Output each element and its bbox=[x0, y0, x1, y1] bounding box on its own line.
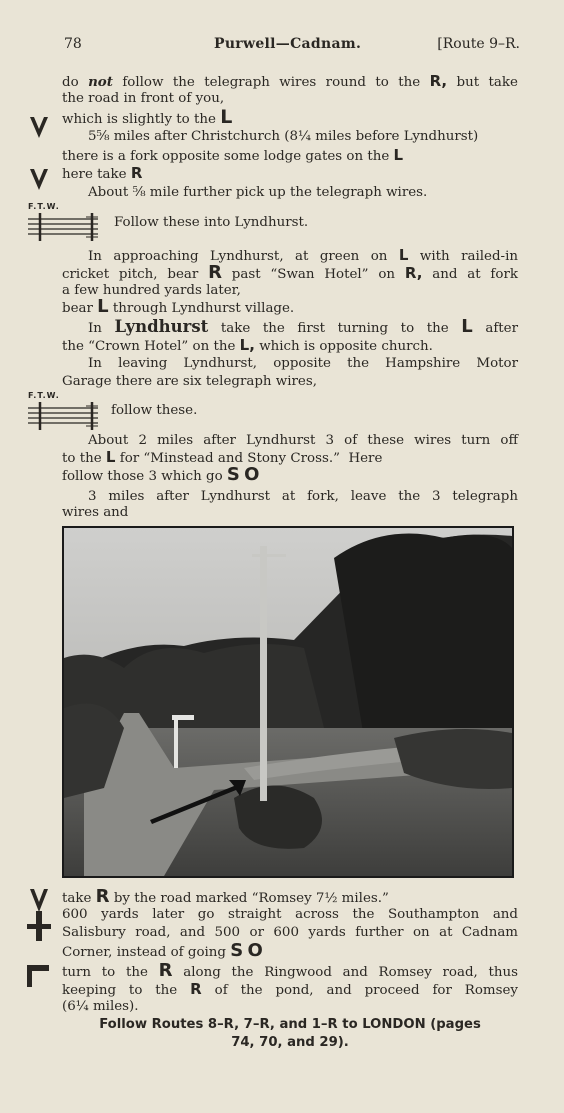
text-line: a few hundred yards later, bbox=[62, 283, 241, 298]
ftw-label: F.T.W. bbox=[28, 391, 60, 400]
route-label: [Route 9–R. bbox=[437, 36, 520, 52]
telegraph-wires-icon bbox=[26, 400, 100, 432]
photo-scene bbox=[64, 528, 512, 876]
text-line: About ⅝ mile further pick up the telegraph wires. bbox=[88, 185, 428, 200]
ftw-label: F.T.W. bbox=[28, 202, 60, 211]
text-line: the road in front of you, bbox=[62, 91, 225, 106]
text-line: Follow these into Lyndhurst. bbox=[114, 215, 309, 230]
crossroads-sign-icon bbox=[26, 910, 52, 942]
text-line: 5⅝ miles after Christchurch (8¼ miles before Lyndhurst) bbox=[88, 129, 479, 144]
text-line: 600 yards later go straight across the Southampton and bbox=[62, 907, 518, 922]
text-line: here take R bbox=[62, 164, 143, 182]
fork-sign-icon bbox=[29, 168, 49, 192]
text-line: to the L for “Minstead and Stony Cross.” Here bbox=[62, 448, 383, 466]
page-header bbox=[64, 36, 520, 56]
text-line: Garage there are six telegraph wires, bbox=[62, 374, 317, 389]
text-line: 3 miles after Lyndhurst at fork, leave the 3 telegraph bbox=[88, 489, 518, 504]
text-line: follow these. bbox=[111, 403, 198, 418]
telegraph-wires-icon bbox=[26, 211, 100, 243]
text-line: Corner, instead of going S O bbox=[62, 940, 263, 961]
final-instruction: 74, 70, and 29). bbox=[231, 1035, 349, 1050]
text-line: In leaving Lyndhurst, opposite the Hampshire Motor bbox=[88, 356, 518, 371]
text-line: there is a fork opposite some lodge gates on the L bbox=[62, 146, 404, 164]
fork-sign-icon bbox=[29, 116, 49, 140]
text-line: cricket pitch, bear R past “Swan Hotel” on R, and at fork bbox=[62, 262, 518, 283]
text-line: the “Crown Hotel” on the L, which is opposite church. bbox=[62, 336, 433, 354]
text-line: About 2 miles after Lyndhurst 3 of these wires turn off bbox=[88, 433, 518, 448]
text-line: follow those 3 which go S O bbox=[62, 464, 260, 485]
text-line: In approaching Lyndhurst, at green on L with railed-in bbox=[88, 246, 518, 264]
text-line: (6¼ miles). bbox=[62, 999, 139, 1014]
text-line: take R by the road marked “Romsey 7½ miles.” bbox=[62, 886, 389, 907]
text-line: wires and bbox=[62, 505, 129, 520]
text-line: do not follow the telegraph wires round to the R, but take bbox=[62, 72, 518, 90]
right-turn-sign-icon bbox=[26, 964, 50, 988]
final-instruction: Follow Routes 8–R, 7–R, and 1–R to LONDON (pages bbox=[99, 1017, 481, 1032]
road-photograph bbox=[62, 526, 514, 878]
page-number: 78 bbox=[64, 36, 82, 52]
text-line: Salisbury road, and 500 or 600 yards further on at Cadnam bbox=[62, 925, 518, 940]
page-title: Purwell—Cadnam. bbox=[214, 36, 362, 52]
text-line: which is slightly to the L bbox=[62, 106, 233, 128]
text-line: turn to the R along the Ringwood and Romsey road, thus bbox=[62, 960, 519, 981]
text-line: keeping to the R of the pond, and proceed for Romsey bbox=[62, 980, 518, 998]
text-line: bear L through Lyndhurst village. bbox=[62, 296, 295, 317]
text-line: In Lyndhurst take the first turning to the L after bbox=[88, 316, 519, 337]
